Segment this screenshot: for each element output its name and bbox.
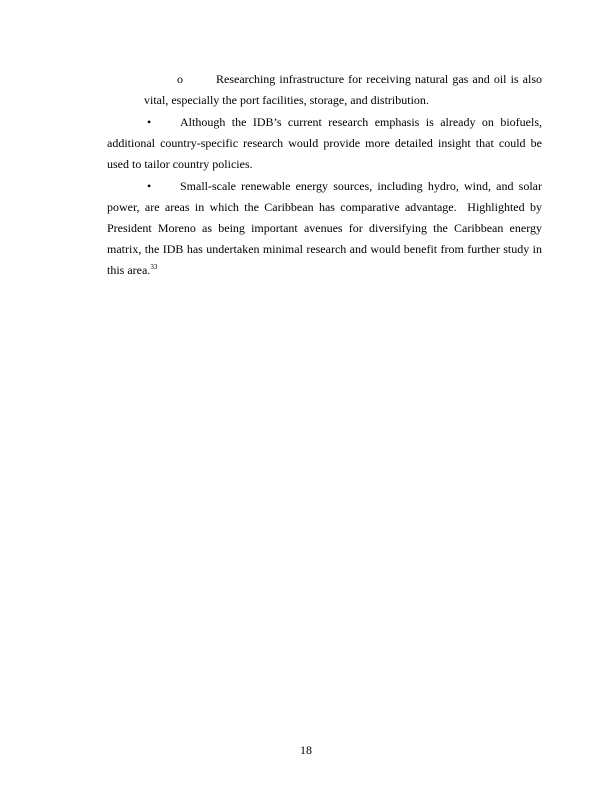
sub-bullet-line1: [216, 69, 542, 90]
sub-bullet-text-line1: Researching infrastructure for receiving natural gas and oil is also: [216, 72, 542, 86]
bullet-2-marker: •: [147, 179, 152, 193]
bullet-1-line-3: used to tailor country policies.: [107, 157, 253, 171]
footnote-reference: 33: [150, 263, 158, 271]
bullet-1-rest-block: [107, 133, 542, 175]
bullet-1-line-2: additional country-specific research would provide more detailed insight that could be: [107, 136, 542, 150]
bullet-2-line-5-text: this area.: [107, 263, 151, 277]
bullet-1-line-1: Although the IDB’s current research emphasis is already on biofuels,: [180, 115, 542, 129]
sub-bullet-marker: o: [177, 72, 183, 86]
sub-bullet-line2-block: [144, 90, 542, 111]
bullet-1-marker: •: [147, 115, 152, 129]
page-number: 18: [300, 743, 312, 757]
bullet-2-line-2: power, are areas in which the Caribbean has comparative advantage. Highlighted by: [107, 200, 542, 214]
bullet-2-first-line-block: [180, 176, 542, 197]
sub-bullet-text-line2: vital, especially the port facilities, storage, and distribution.: [144, 93, 429, 107]
bullet-1-first-line-block: [180, 112, 542, 133]
bullet-2-line-1: Small-scale renewable energy sources, including hydro, wind, and solar: [180, 179, 542, 193]
bullet-2-line-3: President Moreno as being important avenues for diversifying the Caribbean energy: [107, 221, 542, 235]
bullet-2-rest-block: [107, 197, 542, 281]
sub-bullet-line1-block: [216, 69, 542, 90]
bullet-2-line-4: matrix, the IDB has undertaken minimal research and would benefit from further study in: [107, 242, 542, 256]
bullet-2-line-5: [107, 260, 542, 281]
